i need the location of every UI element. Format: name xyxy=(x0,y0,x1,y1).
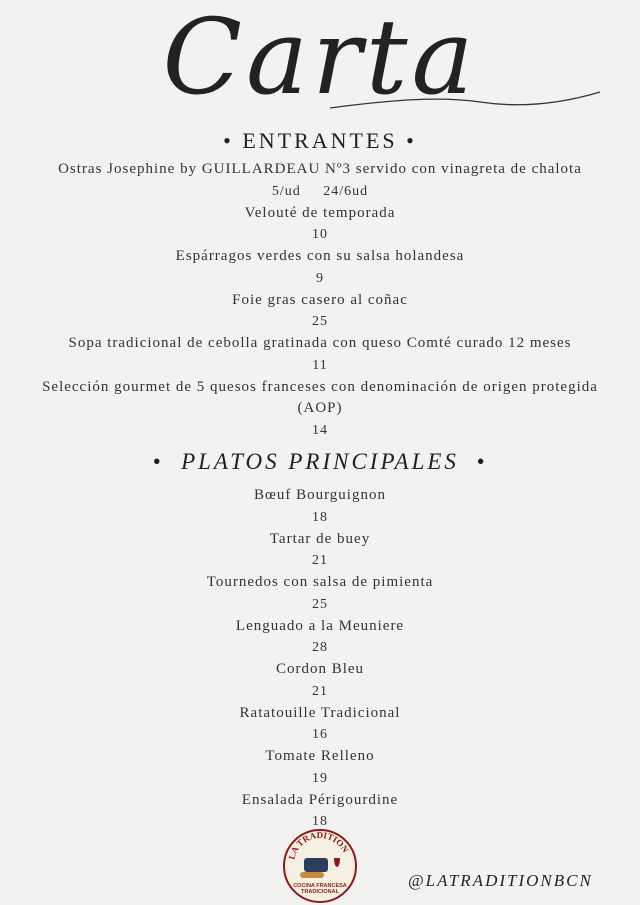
menu-item-name-cont: (AOP) xyxy=(297,400,343,417)
menu-item-name: Tournedos con salsa de pimienta xyxy=(206,574,434,590)
menu-item-name: Ensalada Périgourdine xyxy=(241,791,399,808)
logo-top-text: LA TRADITION xyxy=(286,829,351,861)
menu-item-name: Tartar de buey xyxy=(269,530,371,547)
menu-item-name: Foie gras casero al coñac xyxy=(232,291,408,308)
pot-icon xyxy=(304,858,328,872)
menu-item-price: 14 xyxy=(312,423,328,438)
menu-item-price: 16 xyxy=(312,727,328,743)
menu-item-name: Bœuf Bourguignon xyxy=(254,487,386,503)
menu-item-price: 18 xyxy=(312,814,328,830)
menu-item-name: Cordon Bleu xyxy=(275,661,365,677)
menu-item-price: 25 xyxy=(312,596,328,612)
section-heading-principales: • PLATOS PRINCIPALES • xyxy=(152,449,488,474)
menu-item-price: 9 xyxy=(316,270,324,286)
menu-item-price: 5/ud 24/6ud xyxy=(271,183,369,199)
menu-item-name: Tomate Relleno xyxy=(265,748,375,764)
menu-item-name: Velouté de temporada xyxy=(244,204,396,221)
menu-item-name: Ostras Josephine by GUILLARDEAU Nº3 servido con vinagreta de chalota xyxy=(58,161,582,177)
restaurant-logo xyxy=(282,828,358,904)
menu-item-price: 11 xyxy=(312,357,328,373)
social-handle: @LATRADITIONBCN xyxy=(408,871,593,890)
menu-item-price: 28 xyxy=(312,640,328,656)
menu-item-price: 21 xyxy=(312,553,328,569)
menu-item-price: 21 xyxy=(312,683,328,699)
bread-icon xyxy=(300,872,324,878)
menu-title: Carta xyxy=(0,0,640,130)
menu-item-name: Espárragos verdes con su salsa holandesa xyxy=(175,248,465,264)
menu-item-name: Sopa tradicional de cebolla gratinada con queso Comté curado 12 meses xyxy=(68,335,572,351)
menu-item-price: 10 xyxy=(312,227,328,243)
logo-line2: TRADICIONAL xyxy=(301,889,339,895)
principales-list xyxy=(0,485,640,833)
menu-item-name: Selección gourmet de 5 quesos franceses con denominación de origen protegida xyxy=(42,378,598,395)
menu-item-price: 18 xyxy=(312,509,328,525)
logo-line1: COCINA FRANCESA xyxy=(293,883,347,889)
section-heading-entrantes: • ENTRANTES • xyxy=(223,128,417,153)
menu-item-price: 19 xyxy=(312,770,328,786)
entrantes-list xyxy=(0,159,640,442)
menu-item-name: Lenguado a la Meuniere xyxy=(235,617,405,634)
menu-item-name: Ratatouille Tradicional xyxy=(239,704,401,721)
menu-item-price: 25 xyxy=(312,314,328,330)
